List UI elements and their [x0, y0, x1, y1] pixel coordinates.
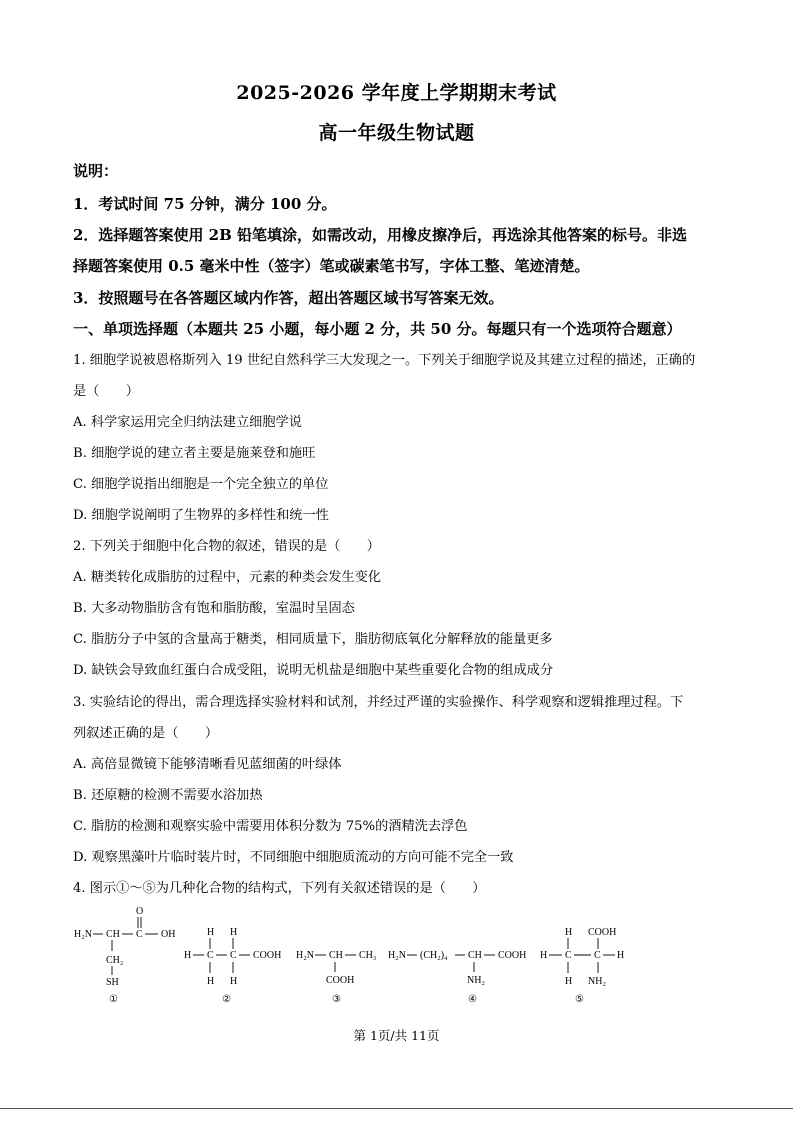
structure-2: [184, 927, 281, 1005]
exam-title: 2025-2026 学年度上学期期末考试: [236, 82, 557, 104]
s1-label: ①: [109, 994, 118, 1005]
s3-methyl: CH₃: [359, 950, 377, 961]
s2-h-top-2: H: [230, 927, 238, 938]
question-3-option-a: A. 高倍显微镜下能够清晰看见蓝细菌的叶绿体: [73, 757, 342, 772]
s1-thiol: SH: [106, 977, 119, 988]
s5-carbon-1: C: [565, 950, 572, 961]
s1-alpha-carbon: CH: [106, 929, 120, 940]
s2-carbon-2: C: [230, 950, 237, 961]
question-3-option-d: D. 观察黑藻叶片临时装片时，不同细胞中细胞质流动的方向可能不完全一致: [73, 850, 514, 865]
s1-amino: H₂N: [74, 929, 92, 940]
question-1-option-a: A. 科学家运用完全归纳法建立细胞学说: [73, 415, 302, 430]
s5-amino: NH₂: [588, 976, 606, 987]
question-1-stem-line-1: 1. 细胞学说被恩格斯列入 19 世纪自然科学三大发现之一。下列关于细胞学说及其建立过程的描述，正确的: [73, 353, 696, 368]
s1-carbonyl-carbon: C: [136, 929, 143, 940]
s4-label: ④: [468, 994, 477, 1005]
s4-carboxyl: COOH: [498, 950, 527, 961]
page-number: 第 1页/共 11页: [353, 1028, 440, 1043]
s3-carboxyl: COOH: [326, 975, 355, 986]
s5-h-right: H: [617, 950, 625, 961]
question-1-option-b: B. 细胞学说的建立者主要是施莱登和施旺: [73, 446, 316, 461]
question-3-stem-line-2: 列叙述正确的是（ ）: [73, 726, 219, 741]
question-4-stem: 4. 图示①～⑤为几种化合物的结构式，下列有关叙述错误的是（ ）: [73, 881, 486, 896]
s3-alpha-carbon: CH: [329, 950, 343, 961]
s5-carbon-2: C: [594, 950, 601, 961]
s5-h-left: H: [540, 950, 548, 961]
s2-carbon-1: C: [207, 950, 214, 961]
s2-carboxyl: COOH: [253, 950, 282, 961]
s4-methylene-chain: (CH₂)₄: [420, 950, 448, 961]
structure-3: [296, 950, 376, 1005]
s4-alpha-carbon: CH: [468, 950, 482, 961]
question-3-stem-line-1: 3. 实验结论的得出，需合理选择实验材料和试剂，并经过严谨的实验操作、科学观察和逻辑推理过程。下: [73, 695, 684, 710]
structure-4: [388, 950, 526, 1005]
s1-hydroxyl: OH: [161, 929, 176, 940]
note-1: 1．考试时间 75 分钟，满分 100 分。: [73, 195, 337, 213]
s3-amino: H₂N: [296, 950, 314, 961]
s2-label: ②: [222, 994, 231, 1005]
question-2-option-a: A. 糖类转化成脂肪的过程中，元素的种类会发生变化: [73, 570, 382, 585]
note-3: 3．按照题号在各答题区域内作答，超出答题区域书写答案无效。: [73, 289, 504, 307]
question-2-option-d: D. 缺铁会导致血红蛋白合成受阻，说明无机盐是细胞中某些重要化合物的组成成分: [73, 663, 554, 678]
question-3-option-c: C. 脂肪的检测和观察实验中需要用体积分数为 75%的酒精洗去浮色: [73, 819, 468, 834]
question-1-option-d: D. 细胞学说阐明了生物界的多样性和统一性: [73, 508, 329, 523]
structure-1: [74, 906, 175, 1005]
s2-h-top-1: H: [207, 927, 215, 938]
s5-carboxyl: COOH: [588, 927, 617, 938]
question-2-option-c: C. 脂肪分子中氢的含量高于糖类，相同质量下，脂肪彻底氧化分解释放的能量更多: [73, 632, 553, 647]
question-1-option-c: C. 细胞学说指出细胞是一个完全独立的单位: [73, 477, 329, 492]
s2-h-bottom-2: H: [230, 976, 238, 987]
s2-h-bottom-1: H: [207, 976, 215, 987]
s2-h-left: H: [184, 950, 192, 961]
question-3-option-b: B. 还原糖的检测不需要水浴加热: [73, 788, 263, 803]
s5-h-bottom: H: [565, 976, 573, 987]
page-bottom-divider: [0, 1108, 793, 1109]
s5-label: ⑤: [575, 994, 584, 1005]
question-2-stem: 2. 下列关于细胞中化合物的叙述，错误的是（ ）: [73, 539, 380, 554]
s4-amino: H₂N: [388, 950, 406, 961]
s5-h-top: H: [565, 927, 573, 938]
s1-methylene: CH₂: [106, 955, 124, 966]
s4-amino-side: NH₂: [467, 975, 485, 986]
question-2-option-b: B. 大多动物脂肪含有饱和脂肪酸，室温时呈固态: [73, 601, 355, 616]
exam-subtitle: 高一年级生物试题: [318, 122, 475, 144]
note-2-line-1: 2．选择题答案使用 2B 铅笔填涂，如需改动，用橡皮擦净后，再选涂其他答案的标号。非选: [73, 226, 688, 244]
notes-heading: 说明：: [73, 162, 119, 180]
note-2-line-2: 择题答案使用 0.5 毫米中性（签字）笔或碳素笔书写，字体工整、笔迹清楚。: [73, 257, 590, 275]
structure-5: [540, 927, 624, 1005]
s3-label: ③: [332, 994, 341, 1005]
question-1-stem-line-2: 是（ ）: [73, 384, 139, 399]
structural-formulas-figure: [70, 900, 630, 1012]
s1-oxygen: O: [136, 906, 144, 917]
section-heading: 一、单项选择题（本题共 25 小题，每小题 2 分，共 50 分。每题只有一个选项符合题意）: [73, 320, 682, 338]
